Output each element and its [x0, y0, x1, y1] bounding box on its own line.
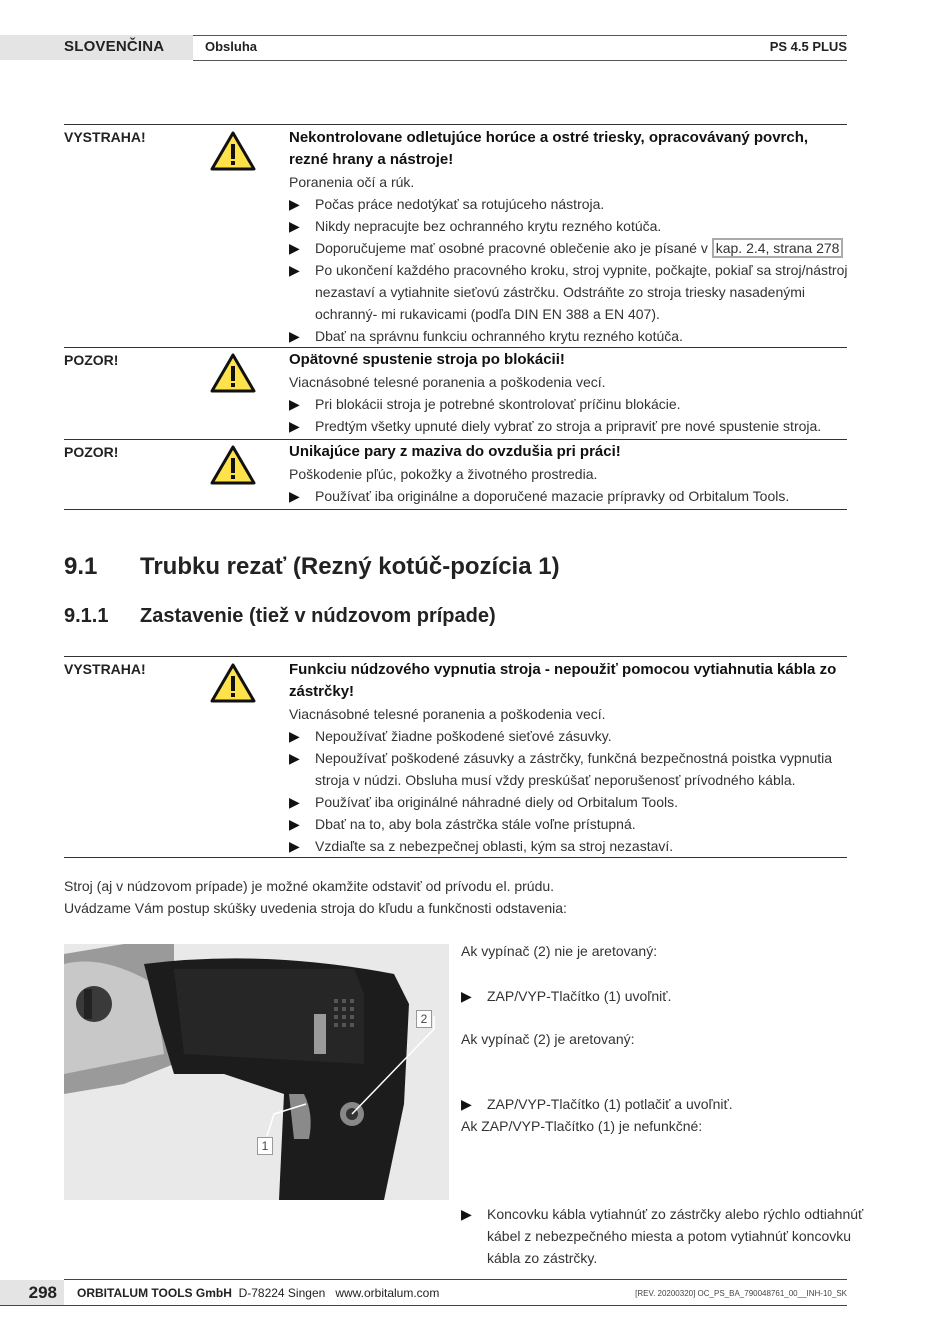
- warning-consequence: Poškodenie pľúc, pokožky a životného prostredia.: [289, 466, 598, 482]
- cross-reference-link[interactable]: kap. 2.4, strana 278: [712, 238, 844, 258]
- header-section: Obsluha: [205, 39, 258, 54]
- warning-content: [289, 127, 849, 347]
- warning-label: VYSTRAHA!: [64, 661, 146, 677]
- step-action: ▶ ZAP/VYP-Tlačítko (1) potlačiť a uvoľniť.: [461, 1096, 733, 1112]
- header-language: SLOVENČINA: [64, 38, 165, 55]
- figure-callout-1: 1: [257, 1137, 273, 1155]
- warning-rule: [64, 857, 847, 858]
- warning-triangle-icon: [210, 352, 256, 394]
- warning-rule: [64, 509, 847, 510]
- list-item: ▶ Pri blokácii stroja je potrebné skontrolovať príčinu blokácie.: [289, 396, 681, 412]
- list-item: ▶ Dbať na správnu funkciu ochranného krytu rezného kotúča.: [289, 328, 683, 344]
- warning-content: [289, 659, 849, 857]
- warning-consequence: Viacnásobné telesné poranenia a poškodenia vecí.: [289, 706, 606, 722]
- list-item: ▶ Po ukončení každého pracovného kroku, stroj vypnite, počkajte, pokiaľ sa stroj/nástroj nezastaví a vytiahnite sieťovú zástrčku. Odstráňte zo stroja triesky nasadenými ochranný- mi rukavicami (podľa DIN EN 388 a EN 407).: [289, 262, 848, 322]
- footer-revision: [REV. 20200320] OC_PS_BA_790048761_00__INH-10_SK: [635, 1289, 847, 1298]
- warning-content: [289, 441, 849, 507]
- footer-company: ORBITALUM TOOLS GmbH D-78224 Singen www.orbitalum.com: [77, 1286, 440, 1300]
- warning-rule: [64, 347, 847, 348]
- footer-web-link[interactable]: www.orbitalum.com: [335, 1286, 440, 1300]
- warning-title: Funkciu núdzového vypnutia stroja - nepoužiť pomocou vytiahnutia kábla zo zástrčky!: [289, 661, 837, 700]
- list-item: ▶ Dbať na to, aby bola zástrčka stále voľne prístupná.: [289, 816, 636, 832]
- warning-label: POZOR!: [64, 352, 119, 368]
- list-item: ▶ Nepoužívať poškodené zásuvky a zástrčky, funkčná bezpečnostná poistka vypnutia stroja v núdzi. Obsluha musí vždy preskúšať neporušenosť prívodného kábla.: [289, 750, 833, 788]
- warning-rule: [64, 439, 847, 440]
- warning-label: VYSTRAHA!: [64, 129, 146, 145]
- warning-rule: [64, 656, 847, 657]
- figure-callout-2: 2: [416, 1010, 432, 1028]
- list-item: ▶ Používať iba originálne a doporučené mazacie prípravky od Orbitalum Tools.: [289, 488, 790, 504]
- step-condition: Ak vypínač (2) je aretovaný:: [461, 1031, 635, 1047]
- warning-title: Opätovné spustenie stroja po blokácii!: [289, 351, 565, 368]
- warning-label: POZOR!: [64, 444, 119, 460]
- section-heading: 9.1 Trubku rezať (Rezný kotúč-pozícia 1): [64, 553, 560, 580]
- page-number: 298: [0, 1280, 64, 1305]
- step-condition: Ak vypínač (2) nie je aretovaný:: [461, 943, 658, 959]
- step-condition: Ak ZAP/VYP-Tlačítko (1) je nefunkčné:: [461, 1118, 703, 1134]
- footer-rule: [64, 1279, 847, 1280]
- header-rule-top: [193, 35, 847, 36]
- warning-triangle-icon: [210, 444, 256, 486]
- header-rule-bottom: [193, 60, 847, 61]
- warning-consequence: Viacnásobné telesné poranenia a poškodenia vecí.: [289, 374, 606, 390]
- intro-paragraph: Stroj (aj v núdzovom prípade) je možné okamžite odstaviť od prívodu el. prúdu. Uvádzame Vám postup skúšky uvedenia stroja do kľudu a funkčnosti odstavenia:: [64, 878, 567, 916]
- list-item: ▶ Predtým všetky upnuté diely vybrať zo stroja a pripraviť pre nové spustenie stroja.: [289, 418, 822, 434]
- step-action: ▶ ZAP/VYP-Tlačítko (1) uvoľniť.: [461, 988, 672, 1004]
- footer-rule-bottom: [0, 1305, 847, 1306]
- header-product: PS 4.5 PLUS: [769, 39, 847, 54]
- list-item: ▶ Počas práce nedotýkať sa rotujúceho nástroja.: [289, 196, 605, 212]
- subsection-heading: 9.1.1 Zastavenie (tiež v núdzovom prípade): [64, 605, 496, 627]
- warning-rule: [64, 124, 847, 125]
- list-item: ▶ Doporučujeme mať osobné pracovné oblečenie ako je písané v kap. 2.4, strana 278: [289, 237, 849, 259]
- warning-triangle-icon: [210, 662, 256, 704]
- warning-consequence: Poranenia očí a rúk.: [289, 174, 415, 190]
- warning-triangle-icon: [210, 130, 256, 172]
- list-item: ▶ Vzdiaľte sa z nebezpečnej oblasti, kým sa stroj nezastaví.: [289, 838, 674, 854]
- step-action: ▶ Koncovku kábla vytiahnúť zo zástrčky alebo rýchlo odtiahnúť kábel z nebezpečného miesta a potom vytiahnúť koncovku kábla zo zástrčky.: [461, 1206, 864, 1266]
- list-item: ▶ Nikdy nepracujte bez ochranného krytu rezného kotúča.: [289, 218, 662, 234]
- warning-content: [289, 349, 849, 437]
- drill-photo: [64, 944, 449, 1200]
- list-item: ▶ Nepoužívať žiadne poškodené sieťové zásuvky.: [289, 728, 612, 744]
- warning-title: Unikajúce pary z maziva do ovzdušia pri práci!: [289, 443, 621, 460]
- warning-title: Nekontrolovane odletujúce horúce a ostré triesky, opracovávaný povrch, rezné hrany a nástroje!: [289, 129, 809, 168]
- list-item: ▶ Používať iba originálné náhradné diely od Orbitalum Tools.: [289, 794, 678, 810]
